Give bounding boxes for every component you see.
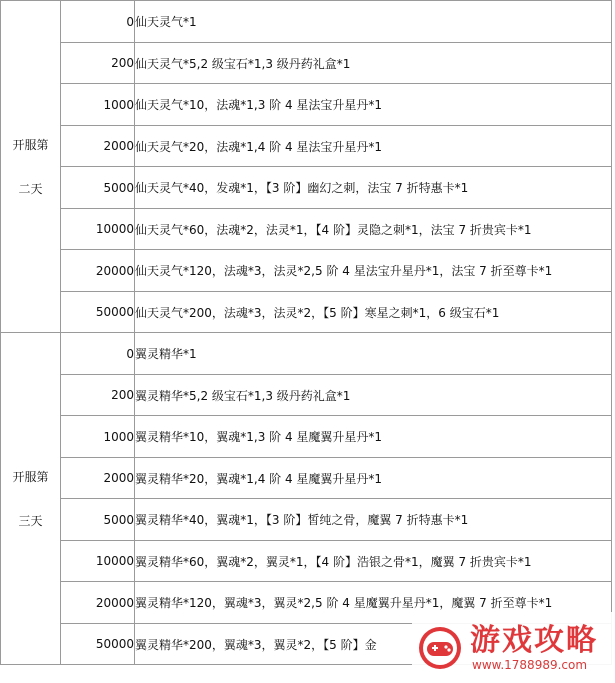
- reward-cell: 翼灵精华*20，翼魂*1,4 阶 4 星魔翼升星丹*1: [135, 458, 612, 499]
- table-row: [1, 458, 612, 499]
- amount-cell: 50000: [61, 292, 135, 333]
- table-row: [1, 499, 612, 541]
- day-label-line1: 开服第: [12, 469, 49, 484]
- reward-cell: 翼灵精华*1: [135, 333, 612, 375]
- amount-cell: 2000: [61, 458, 135, 499]
- table-row: [1, 333, 612, 375]
- reward-cell: 翼灵精华*60，翼魂*2，翼灵*1，【4 阶】浩银之骨*1，魔翼 7 折贵宾卡*1: [135, 541, 612, 582]
- table-row: [1, 1, 612, 43]
- amount-cell: 10000: [61, 209, 135, 250]
- day-label-cell: [1, 1, 61, 333]
- amount-cell: 20000: [61, 582, 135, 624]
- gamepad-icon: [418, 626, 462, 670]
- amount-cell: 5000: [61, 167, 135, 209]
- amount-cell: 0: [61, 1, 135, 43]
- amount-cell: 1000: [61, 84, 135, 126]
- reward-cell: 翼灵精华*200，翼魂*3，翼灵*2，【5 阶】金: [135, 624, 612, 665]
- day-label-line1: 开服第: [12, 137, 49, 152]
- reward-cell: 仙天灵气*20，法魂*1,4 阶 4 星法宝升星丹*1: [135, 126, 612, 167]
- table-row: [1, 167, 612, 209]
- reward-cell: 仙天灵气*10，法魂*1,3 阶 4 星法宝升星丹*1: [135, 84, 612, 126]
- reward-cell: 仙天灵气*40，发魂*1，【3 阶】幽幻之刺，法宝 7 折特惠卡*1: [135, 167, 612, 209]
- table-row: [1, 209, 612, 250]
- amount-cell: 10000: [61, 541, 135, 582]
- reward-cell: 仙天灵气*60，法魂*2，法灵*1，【4 阶】灵隐之刺*1，法宝 7 折贵宾卡*1: [135, 209, 612, 250]
- amount-cell: 50000: [61, 624, 135, 665]
- reward-cell: 翼灵精华*120，翼魂*3，翼灵*2,5 阶 4 星魔翼升星丹*1，魔翼 7 折至尊卡*1: [135, 582, 612, 624]
- table-row: [1, 126, 612, 167]
- amount-cell: 0: [61, 333, 135, 375]
- reward-cell: 翼灵精华*5,2 级宝石*1,3 级丹药礼盒*1: [135, 375, 612, 416]
- amount-cell: 5000: [61, 499, 135, 541]
- day-label-cell: [1, 333, 61, 665]
- amount-cell: 200: [61, 375, 135, 416]
- reward-cell: 仙天灵气*200，法魂*3，法灵*2，【5 阶】寒星之刺*1，6 级宝石*1: [135, 292, 612, 333]
- table-row: [1, 416, 612, 458]
- table-row: [1, 541, 612, 582]
- table-row: [1, 84, 612, 126]
- reward-cell: 仙天灵气*1: [135, 1, 612, 43]
- day-label-line2: 三天: [18, 513, 43, 528]
- site-watermark: [412, 612, 615, 683]
- table-row: [1, 250, 612, 292]
- amount-cell: 20000: [61, 250, 135, 292]
- watermark-title: 游戏攻略: [470, 622, 598, 658]
- reward-cell: 仙天灵气*5,2 级宝石*1,3 级丹药礼盒*1: [135, 43, 612, 84]
- watermark-url: www.1788989.com: [472, 657, 588, 672]
- reward-cell: 翼灵精华*40，翼魂*1，【3 阶】皙纯之骨，魔翼 7 折特惠卡*1: [135, 499, 612, 541]
- amount-cell: 2000: [61, 126, 135, 167]
- reward-cell: 翼灵精华*10，翼魂*1,3 阶 4 星魔翼升星丹*1: [135, 416, 612, 458]
- reward-cell: 仙天灵气*120，法魂*3，法灵*2,5 阶 4 星法宝升星丹*1，法宝 7 折至尊卡*1: [135, 250, 612, 292]
- amount-cell: 1000: [61, 416, 135, 458]
- table-row: [1, 292, 612, 333]
- table-row: [1, 375, 612, 416]
- table-row: [1, 43, 612, 84]
- amount-cell: 200: [61, 43, 135, 84]
- day-label-line2: 二天: [18, 181, 43, 196]
